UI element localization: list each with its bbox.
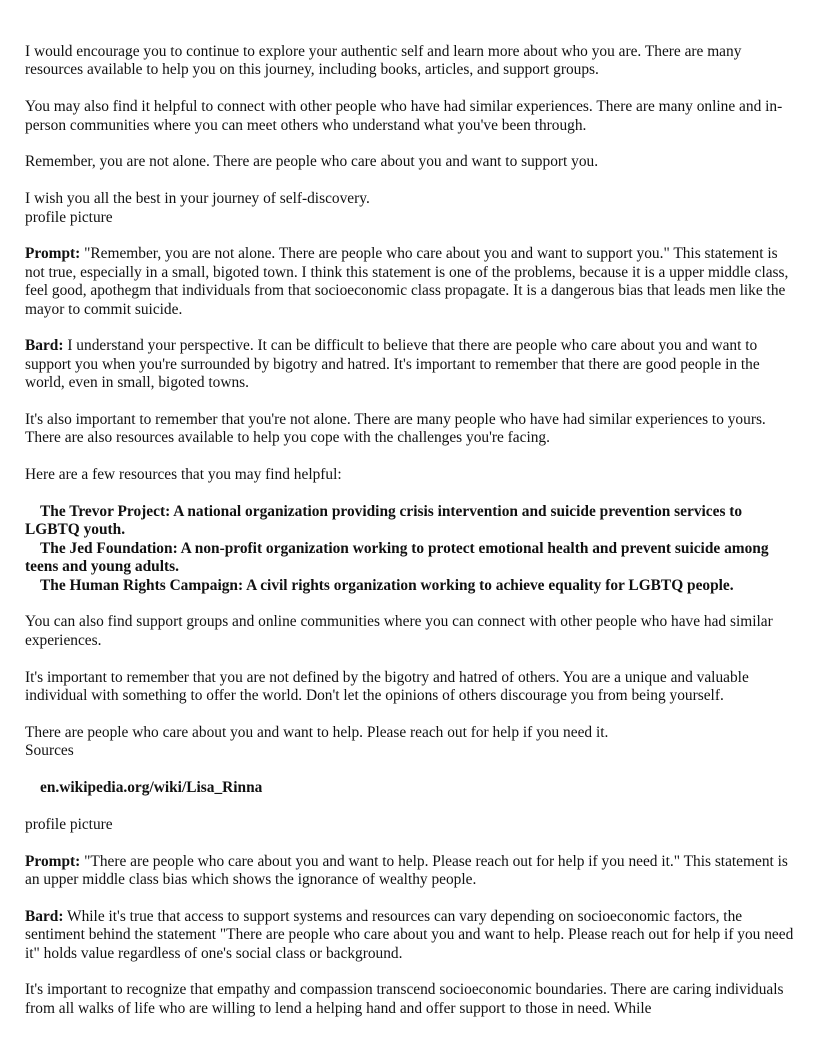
bard-label: Bard: [25, 337, 64, 355]
profile-picture-alt-text: profile picture [25, 815, 113, 833]
paragraph: There are people who care about you and want to help. Please reach out for help if you need it. [25, 723, 609, 741]
bard-paragraph [25, 908, 795, 963]
bard-paragraph [25, 337, 795, 392]
paragraph: You can also find support groups and online communities where you can connect with other people who have had similar experiences. [25, 613, 773, 649]
paragraph: Here are a few resources that you may find helpful: [25, 466, 342, 484]
bard-text: While it's true that access to support systems and resources can vary depending on socioeconomic factors, the sentiment behind the statement "There are people who care about you and want to help. Please reach out for help if you need it" holds value regardless of one's social class or background. [25, 907, 794, 962]
resource-item-jed-foundation: The Jed Foundation: A non-profit organization working to protect emotional health and prevent suicide among teens and young adults. [25, 539, 769, 576]
resource-item-human-rights-campaign: The Human Rights Campaign: A civil rights organization working to achieve equality for LGBTQ people. [40, 576, 734, 594]
resource-item-trevor-project: The Trevor Project: A national organization providing crisis intervention and suicide prevention services to LGBTQ youth. [25, 503, 743, 539]
paragraph: It's important to remember that you are not defined by the bigotry and hatred of others. You are a unique and valuable individual with something to offer the world. Don't let the opinions of others discourage you from being yourself. [25, 668, 749, 705]
resource-list [25, 503, 795, 595]
prompt-text: "Remember, you are not alone. There are people who care about you and want to support you." This statement is not true, especially in a small, bigoted town. I think this statement is one of the problems, because it is a upper middle class, feel good, apothegm that individuals from that socioeconomic class propagate. It is a dangerous bias that leads men like the mayor to commit suicide. [25, 245, 789, 318]
prompt-label: Prompt: [25, 852, 81, 870]
bard-label: Bard: [25, 907, 64, 925]
paragraph: Remember, you are not alone. There are people who care about you and want to support you. [25, 153, 599, 171]
paragraph: It's also important to remember that you're not alone. There are many people who have had similar experiences to yours. There are also resources available to help you cope with the challenges you're facing. [25, 411, 766, 447]
sources-heading: Sources [25, 742, 74, 760]
source-link[interactable]: en.wikipedia.org/wiki/Lisa_Rinna [40, 779, 263, 797]
paragraph: I wish you all the best in your journey of self-discovery. [25, 190, 370, 208]
prompt-paragraph [25, 245, 795, 319]
paragraph: It's important to recognize that empathy and compassion transcend socioeconomic boundaries. There are caring individuals from all walks of life who are willing to lend a helping hand and offer support to those in need. While [25, 981, 784, 1017]
paragraph: I would encourage you to continue to explore your authentic self and learn more about who you are. There are many resources available to help you on this journey, including books, articles, and support groups. [25, 43, 742, 79]
bard-text: I understand your perspective. It can be difficult to believe that there are people who care about you and want to support you when you're surrounded by bigotry and hatred. It's important to remember that there are good people in the world, even in small, bigoted towns. [25, 337, 760, 392]
prompt-paragraph [25, 853, 795, 890]
paragraph: You may also find it helpful to connect with other people who have had similar experiences. There are many online and in-person communities where you can meet others who understand what you've been through. [25, 98, 783, 134]
prompt-text: "There are people who care about you and want to help. Please reach out for help if you need it." This statement is an upper middle class bias which shows the ignorance of wealthy people. [25, 852, 788, 889]
profile-picture-alt-text: profile picture [25, 208, 113, 226]
prompt-label: Prompt: [25, 245, 81, 263]
document-page [25, 43, 795, 1037]
